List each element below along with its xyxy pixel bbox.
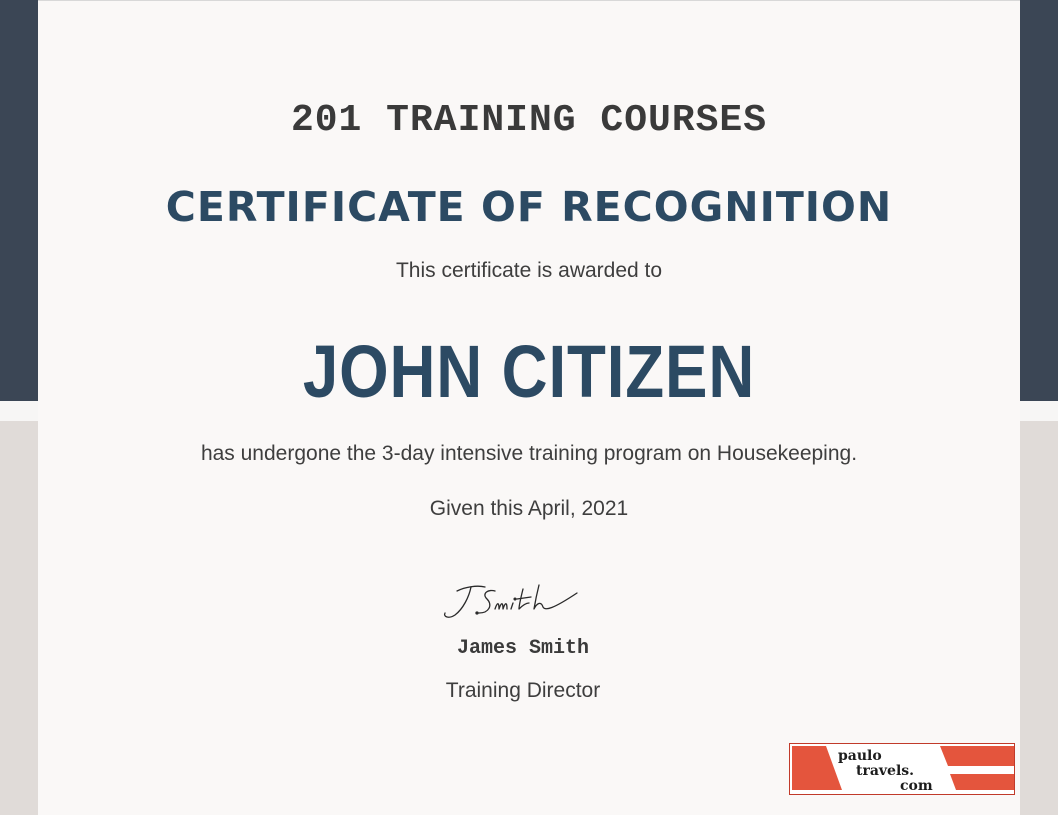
signer-name: James Smith bbox=[456, 637, 590, 660]
signature-image bbox=[437, 579, 592, 623]
logo-text-line2: travels. bbox=[856, 763, 915, 779]
certificate-title: CERTIFICATE OF RECOGNITION bbox=[165, 183, 893, 231]
given-date: Given this April, 2021 bbox=[429, 497, 629, 520]
logo-text-line3: com bbox=[900, 778, 933, 794]
signer-role: Training Director bbox=[445, 679, 601, 702]
certificate-page bbox=[38, 0, 1020, 815]
watermark-logo bbox=[789, 743, 1015, 795]
organization-name: 201 TRAINING COURSES bbox=[290, 99, 768, 142]
recipient-name: JOHN CITIZEN bbox=[302, 330, 756, 413]
award-description: has undergone the 3-day intensive training program on Housekeeping. bbox=[200, 442, 858, 465]
awarded-to-label: This certificate is awarded to bbox=[395, 259, 663, 282]
logo-text-line1: paulo bbox=[838, 748, 882, 764]
